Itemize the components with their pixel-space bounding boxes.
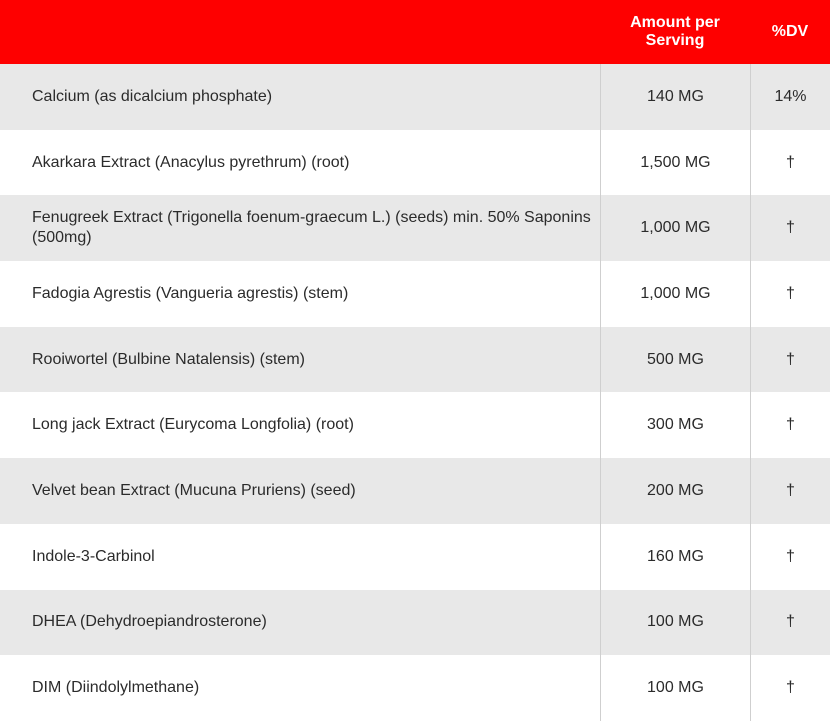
ingredient-dv: † — [750, 524, 830, 590]
ingredient-dv: † — [750, 130, 830, 196]
ingredient-name: DIM (Diindolylmethane) — [32, 679, 200, 697]
ingredient-dv: † — [750, 458, 830, 524]
table-row — [0, 458, 830, 524]
table-row — [0, 655, 830, 721]
ingredient-amount: 140 MG — [600, 64, 750, 130]
table-row — [0, 130, 830, 196]
ingredient-dv: † — [750, 327, 830, 393]
ingredient-amount: 500 MG — [600, 327, 750, 393]
table-row — [0, 195, 830, 261]
header-amount-per-serving: Amount per Serving — [630, 14, 720, 49]
ingredient-amount: 160 MG — [600, 524, 750, 590]
ingredient-amount: 1,000 MG — [600, 261, 750, 327]
ingredient-dv: † — [750, 261, 830, 327]
table-row — [0, 261, 830, 327]
table-row — [0, 392, 830, 458]
ingredient-amount: 100 MG — [600, 655, 750, 721]
table-row — [0, 590, 830, 656]
table-row — [0, 327, 830, 393]
ingredient-name: Fadogia Agrestis (Vangueria agrestis) (stem) — [32, 284, 349, 302]
table-row — [0, 64, 830, 130]
ingredient-name: Akarkara Extract (Anacylus pyrethrum) (root) — [32, 153, 350, 171]
ingredient-name: Rooiwortel (Bulbine Natalensis) (stem) — [32, 350, 305, 368]
ingredient-amount: 1,500 MG — [600, 130, 750, 196]
ingredient-amount: 200 MG — [600, 458, 750, 524]
table-header — [0, 0, 830, 64]
table-row — [0, 524, 830, 590]
ingredient-amount: 300 MG — [600, 392, 750, 458]
ingredient-amount: 100 MG — [600, 590, 750, 656]
ingredient-name: Calcium (as dicalcium phosphate) — [32, 87, 273, 105]
ingredient-name: Fenugreek Extract (Trigonella foenum-graecum L.) (seeds) min. 50% Saponins (500mg) — [32, 209, 591, 247]
ingredient-dv: † — [750, 392, 830, 458]
ingredient-dv: † — [750, 590, 830, 656]
ingredient-dv: † — [750, 655, 830, 721]
ingredient-dv: 14% — [750, 64, 830, 130]
ingredient-name: Velvet bean Extract (Mucuna Pruriens) (seed) — [32, 481, 356, 499]
header-percent-dv: %DV — [771, 23, 809, 40]
ingredient-name: Long jack Extract (Eurycoma Longfolia) (root) — [32, 416, 354, 434]
ingredient-name: DHEA (Dehydroepiandrosterone) — [32, 613, 267, 631]
ingredient-dv: † — [750, 195, 830, 261]
ingredient-amount: 1,000 MG — [600, 195, 750, 261]
ingredient-name: Indole-3-Carbinol — [32, 547, 155, 565]
